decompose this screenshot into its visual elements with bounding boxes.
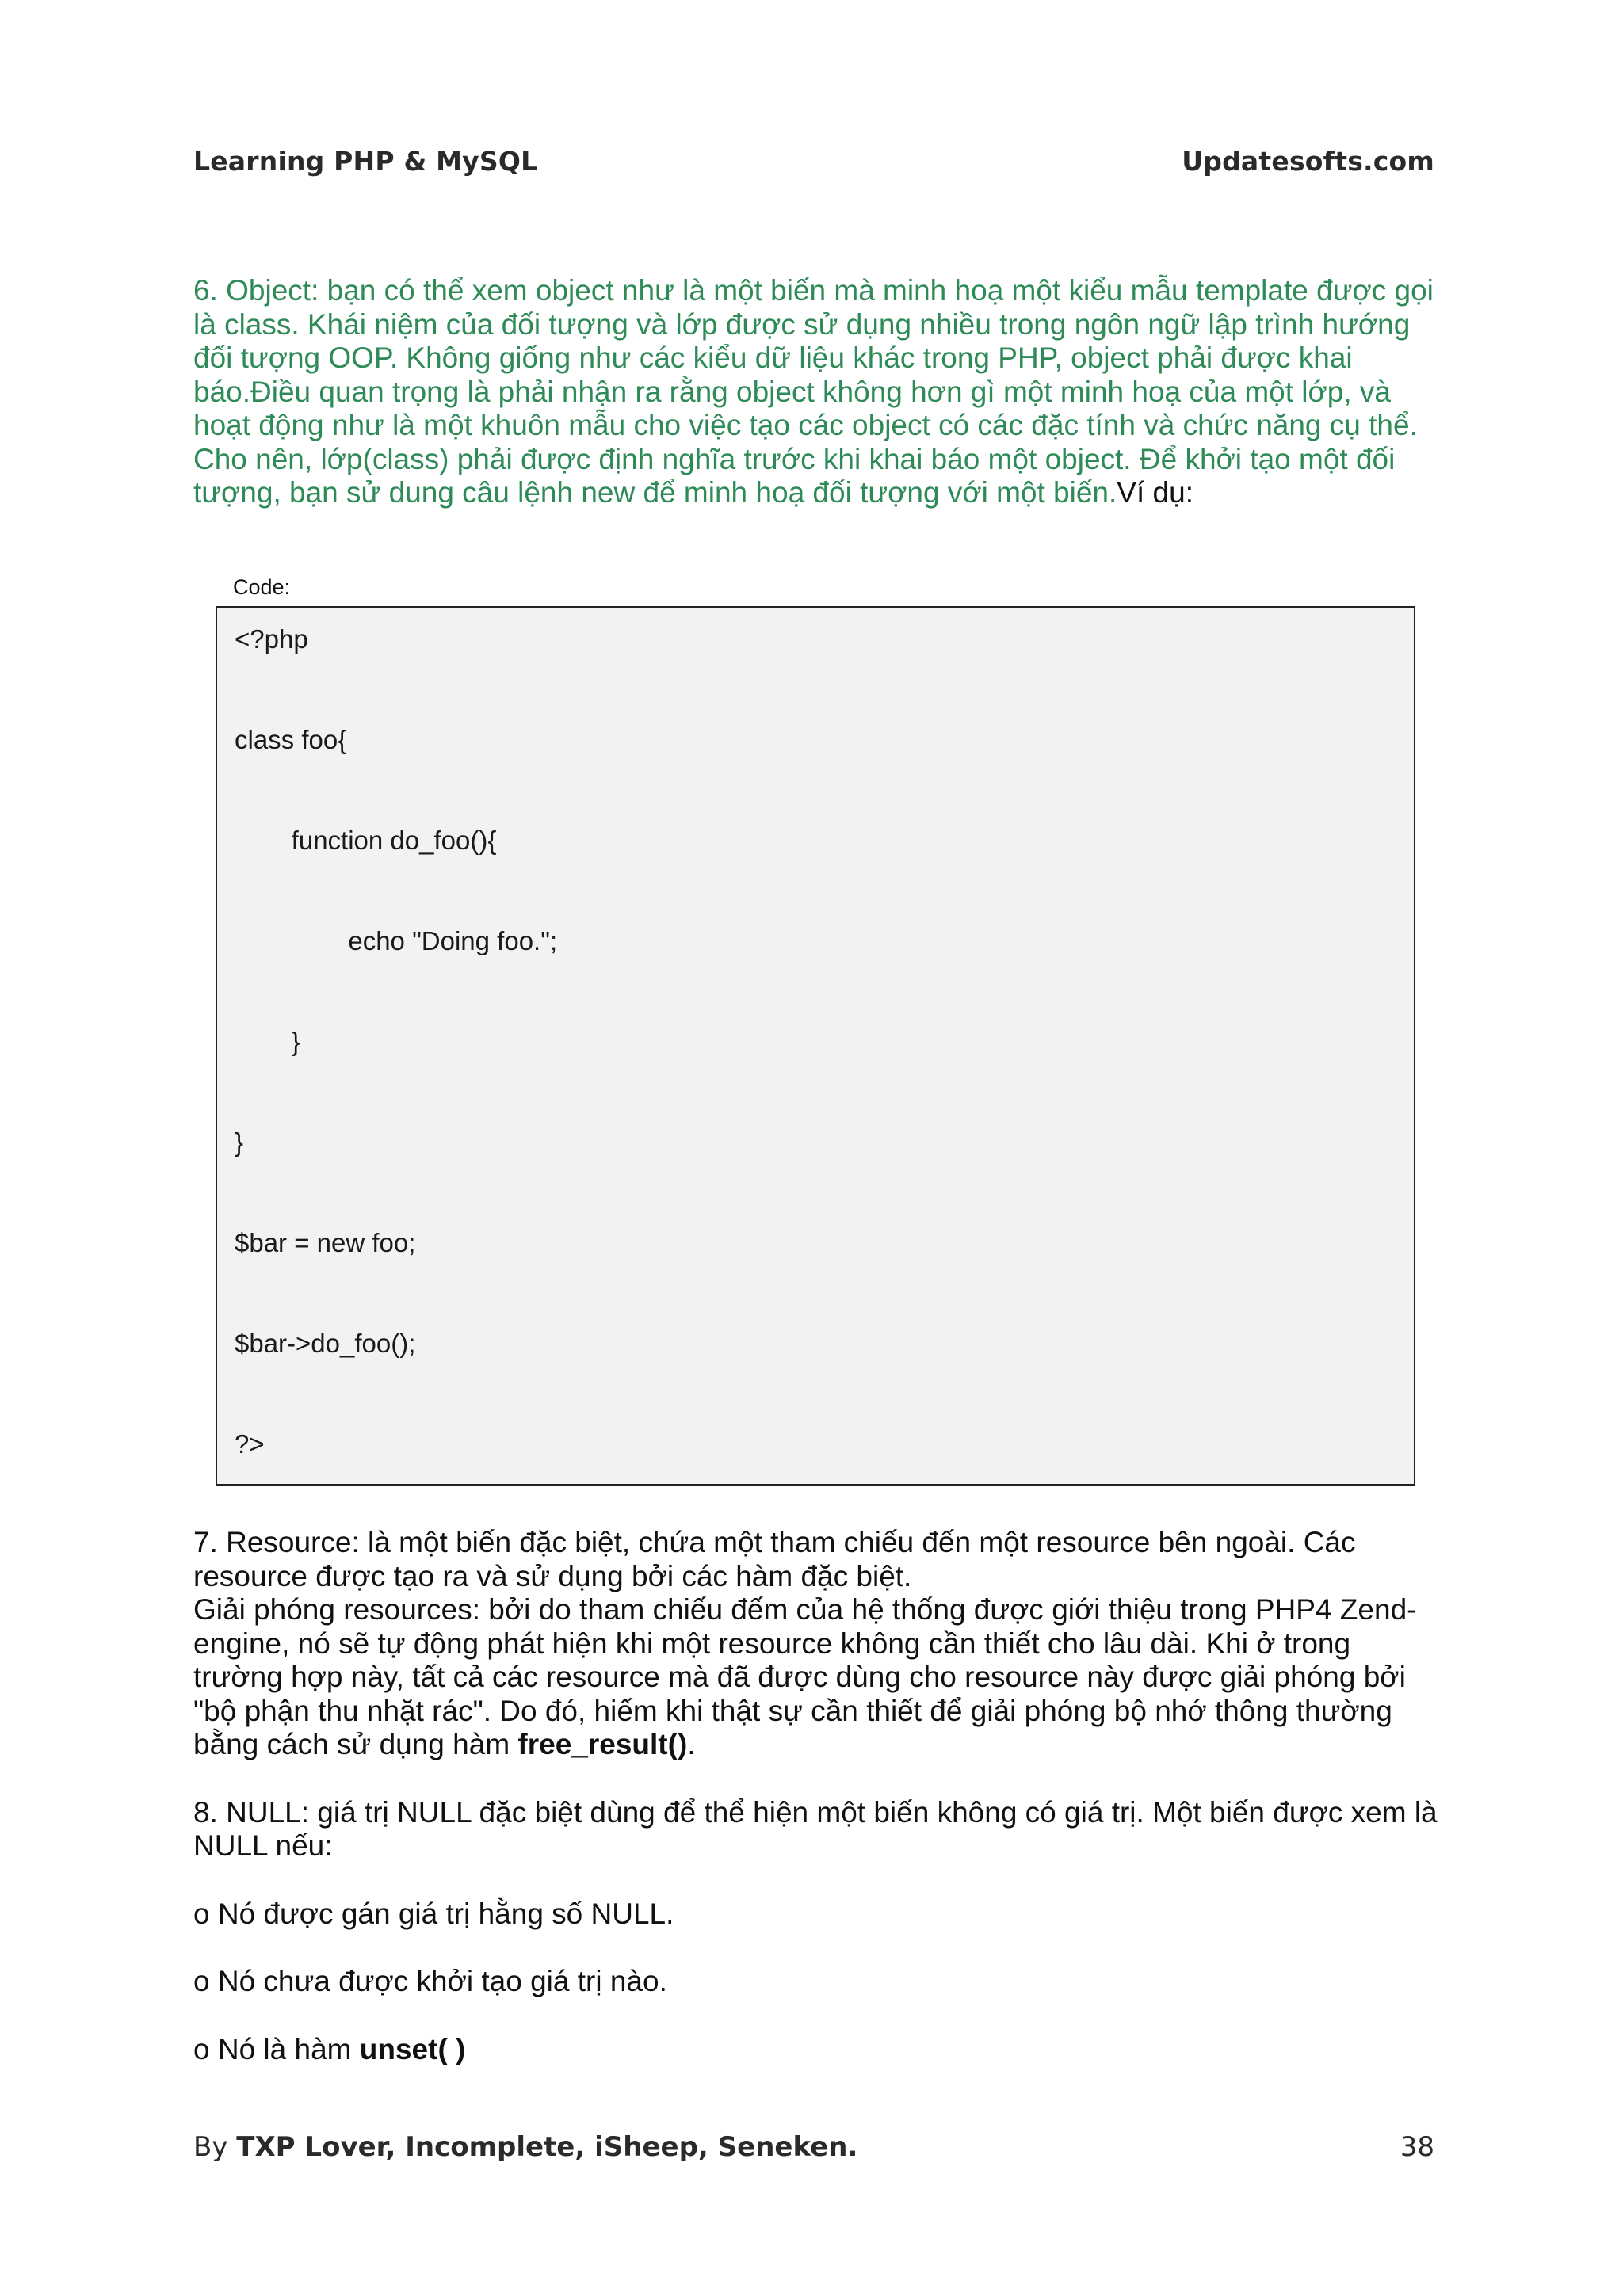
footer-credits — [193, 2131, 857, 2163]
footer-by: By — [193, 2131, 237, 2163]
section-resource-period: . — [687, 1728, 696, 1760]
section-resource-line: resource được tạo ra và sử dụng bởi các hàm đặc biệt. — [193, 1559, 912, 1592]
code-line: class foo{ — [235, 725, 347, 754]
code-line: } — [262, 1027, 300, 1056]
section-resource-line: "bộ phận thu nhặt rác". Do đó, hiếm khi thật sự cần thiết để giải phóng bộ nhớ thông thường — [193, 1694, 1392, 1727]
code-box — [216, 606, 1415, 1486]
section-resource-line: engine, nó sẽ tự động phát hiện khi một resource không cần thiết cho lâu dài. Khi ở trong — [193, 1627, 1351, 1660]
section-object-line: Cho nên, lớp(class) phải được định nghĩa trước khi khai báo một object. Để khởi tạo một đối — [193, 442, 1396, 475]
code-block — [216, 575, 1415, 1486]
null-bullet-last — [193, 2033, 1439, 2067]
section-object — [193, 274, 1439, 510]
example-label: Ví dụ: — [1117, 476, 1193, 509]
page-footer — [193, 2131, 1434, 2163]
section-resource-line: 7. Resource: là một biến đặc biệt, chứa một tham chiếu đến một resource bên ngoài. Các — [193, 1526, 1356, 1558]
code-line: echo "Doing foo."; — [290, 926, 558, 955]
section-resource — [193, 1526, 1439, 1762]
section-resource-line: Giải phóng resources: bởi do tham chiếu đếm của hệ thống được giới thiệu trong PHP4 Zend- — [193, 1593, 1417, 1626]
null-bullet: o Nó chưa được khởi tạo giá trị nào. — [193, 1965, 667, 1997]
code-caption: Code: — [233, 575, 291, 599]
section-object-last-line — [193, 476, 1439, 510]
code-line: $bar->do_foo(); — [235, 1329, 416, 1358]
lower-content — [193, 1526, 1439, 2066]
section-resource-last-line — [193, 1728, 1439, 1762]
section-object-line: tượng, bạn sử dung câu lệnh new để minh hoạ đối tượng với một biến. — [193, 476, 1117, 509]
code-line: } — [235, 1127, 244, 1157]
section-object-line: là class. Khái niệm của đối tượng và lớp được sử dụng nhiều trong ngôn ngữ lập trình hướng — [193, 307, 1411, 341]
section-object-line: 6. Object: bạn có thể xem object như là một biến mà minh hoạ một kiểu mẫu template được gọi — [193, 274, 1434, 307]
header-site-name: Updatesofts.com — [1182, 146, 1434, 177]
section-object-line: báo.Điều quan trọng là phải nhận ra rằng object không hơn gì một minh hoạ của một lớp, và — [193, 375, 1391, 408]
page-header — [193, 146, 1434, 177]
section-object-line: hoạt động như là một khuôn mẫu cho việc tạo các object có các đặc tính và chức năng cụ thể. — [193, 409, 1418, 441]
null-bullet: o Nó được gán giá trị hằng số NULL. — [193, 1897, 674, 1930]
code-line: $bar = new foo; — [235, 1228, 416, 1257]
page-number: 38 — [1400, 2131, 1434, 2163]
header-book-title: Learning PHP & MySQL — [193, 146, 538, 177]
code-line: <?php — [235, 624, 308, 654]
footer-authors: TXP Lover, Incomplete, iSheep, Seneken. — [236, 2131, 858, 2163]
section-null-line: NULL nếu: — [193, 1829, 333, 1862]
section-resource-line: trường hợp này, tất cả các resource mà đã được dùng cho resource này được giải phóng bởi — [193, 1661, 1406, 1693]
section-null-line: 8. NULL: giá trị NULL đặc biệt dùng để thể hiện một biến không có giá trị. Một biến được xem là — [193, 1795, 1438, 1829]
section-null — [193, 1796, 1439, 2067]
section-resource-text: bằng cách sử dụng hàm — [193, 1728, 518, 1760]
code-line: function do_foo(){ — [262, 826, 497, 855]
function-name-unset: unset( ) — [359, 2032, 466, 2065]
null-bullet-text: o Nó là hàm — [193, 2032, 360, 2065]
code-line: ?> — [235, 1429, 265, 1459]
function-name-free-result: free_result() — [517, 1728, 688, 1760]
section-object-line: đối tượng OOP. Không giống như các kiểu dữ liệu khác trong PHP, object phải được khai — [193, 341, 1353, 374]
